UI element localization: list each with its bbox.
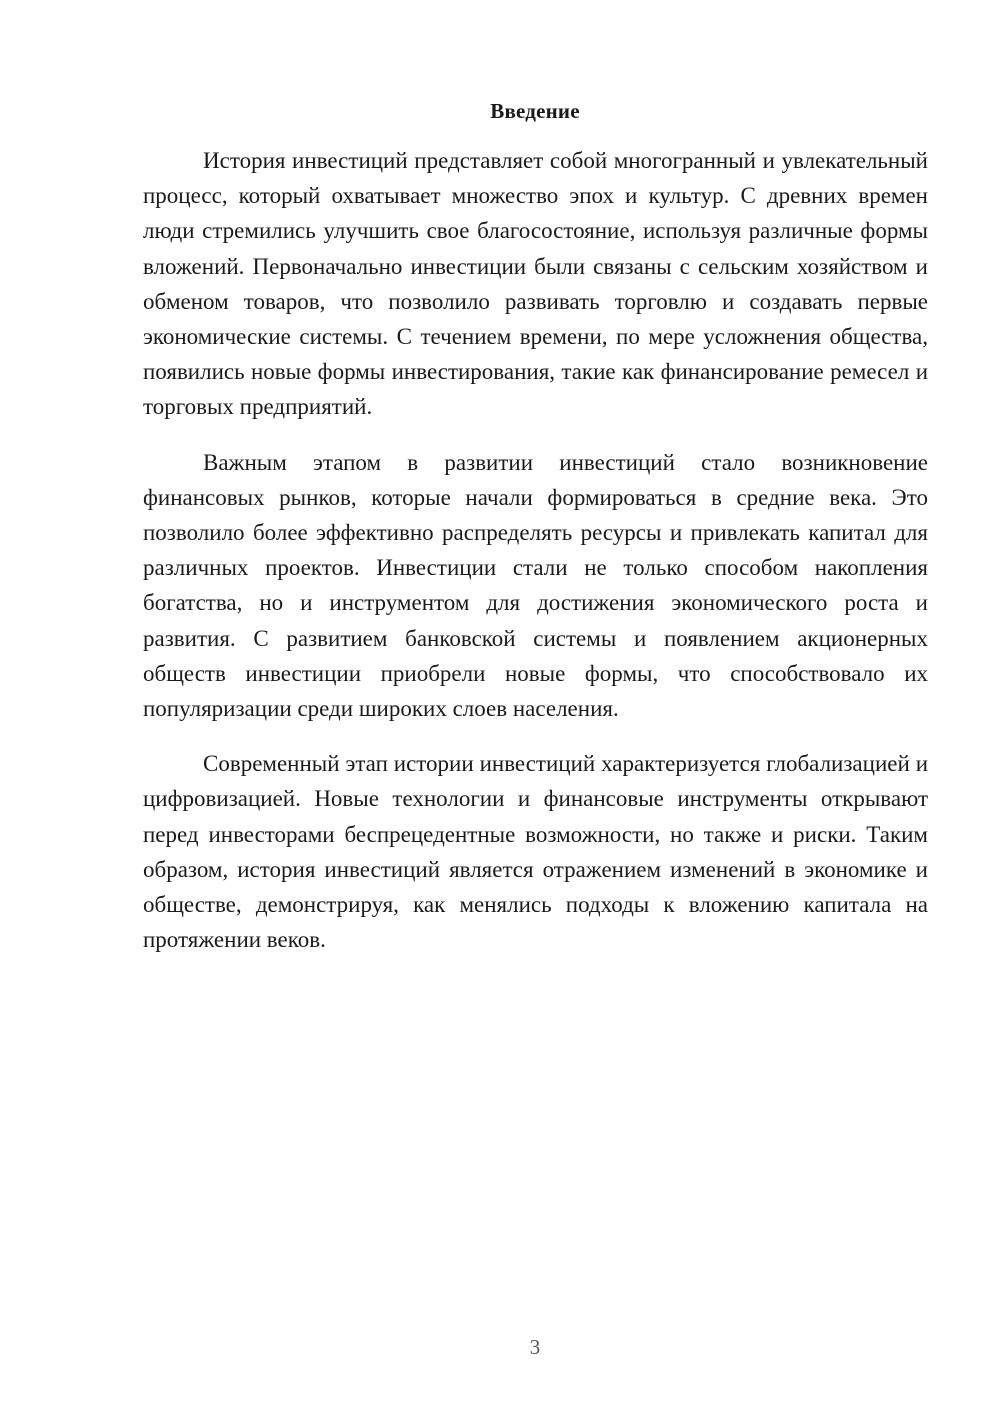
body-text <box>143 143 928 977</box>
paragraph-1: История инвестиций представляет собой многогранный и увлекательный процесс, который охватывает множество эпох и культур. С древних времен люди стремились улучшить свое благосостояние, используя различные формы вложений. Первоначально инвестиции были связаны с сельским хозяйством и обменом товаров, что позволило развивать торговлю и создавать первые экономические системы. С течением времени, по мере усложнения общества, появились новые формы инвестирования, такие как финансирование ремесел и торговых предприятий. <box>143 148 928 420</box>
paragraph-3: Современный этап истории инвестиций характеризуется глобализацией и цифровизацией. Новые технологии и финансовые инструменты открывают перед инвесторами беспрецедентные возможности, но также и риски. Таким образом, история инвестиций является отражением изменений в экономике и обществе, демонстрируя, как менялись подходы к вложению капитала на протяжении веков. <box>143 751 928 953</box>
paragraph-2: Важным этапом в развитии инвестиций стало возникновение финансовых рынков, которые начали формироваться в средние века. Это позволило более эффективно распределять ресурсы и привлекать капитал для различных проектов. Инвестиции стали не только способом накопления богатства, но и инструментом для достижения экономического роста и развития. С развитием банковской системы и появлением акционерных обществ инвестиции приобрели новые формы, что способствовало их популяризации среди широких слоев населения. <box>143 449 928 722</box>
section-title: Введение <box>490 99 580 123</box>
page-number: 3 <box>529 1335 541 1359</box>
